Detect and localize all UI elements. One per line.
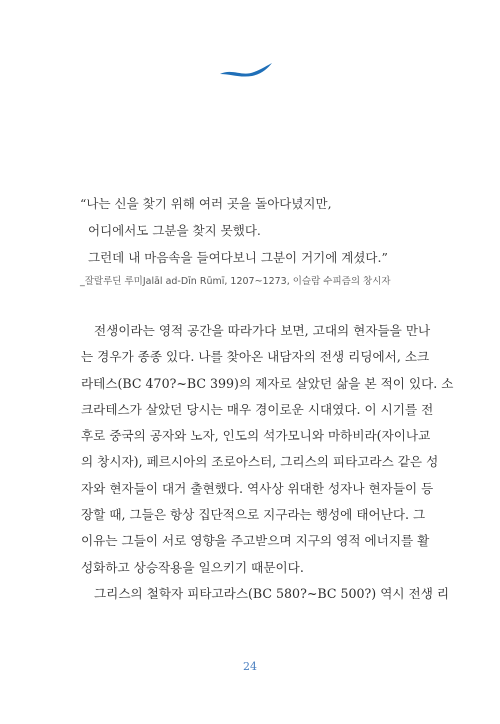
epigraph-quote	[80, 190, 460, 271]
body-line: 이유는 그들이 서로 영향을 주고받으며 지구의 영적 에너지를 활	[81, 533, 430, 549]
body-paragraphs	[81, 318, 454, 607]
body-line: 라테스(BC 470?~BC 399)의 제자로 살았던 삶을 본 적이 있다. 소	[81, 375, 454, 391]
page-number: 24	[243, 660, 257, 673]
body-line: 장할 때, 그들은 항상 집단적으로 지구라는 행성에 태어난다. 그	[81, 507, 426, 523]
body-line: 그리스의 철학자 피타고라스(BC 580?~BC 500?) 역시 전생 리	[94, 585, 450, 601]
body-line: 크라테스가 살았던 당시는 매우 경이로운 시대였다. 이 시기를 전	[81, 401, 434, 417]
quote-line: 그런데 내 마음속을 들여다보니 그분이 거기에 계셨다.”	[88, 250, 388, 265]
wave-ornament-icon	[218, 62, 274, 78]
body-line: 의 창시자), 페르시아의 조로아스터, 그리스의 피타고라스 같은 성	[81, 454, 439, 470]
body-line: 후로 중국의 공자와 노자, 인도의 석가모니와 마하비라(자이나교	[81, 428, 431, 444]
body-line: 성화하고 상승작용을 일으키기 때문이다.	[81, 559, 304, 575]
body-line: 전생이라는 영적 공간을 따라가다 보면, 고대의 현자들을 만나	[94, 323, 431, 338]
quote-line: 어디에서도 그분을 찾지 못했다.	[88, 223, 261, 238]
quote-attribution: _잘랄루딘 루미Jalāl ad-Dīn Rūmī, 1207~1273, 이슬람 수피즘의 창시자	[80, 276, 391, 287]
body-line: 자와 현자들이 대거 출현했다. 역사상 위대한 성자나 현자들이 등	[81, 480, 434, 496]
quote-line: “나는 신을 찾기 위해 여러 곳을 돌아다녔지만,	[80, 196, 332, 211]
body-line: 는 경우가 종종 있다. 나를 찾아온 내담자의 전생 리딩에서, 소크	[81, 349, 430, 365]
